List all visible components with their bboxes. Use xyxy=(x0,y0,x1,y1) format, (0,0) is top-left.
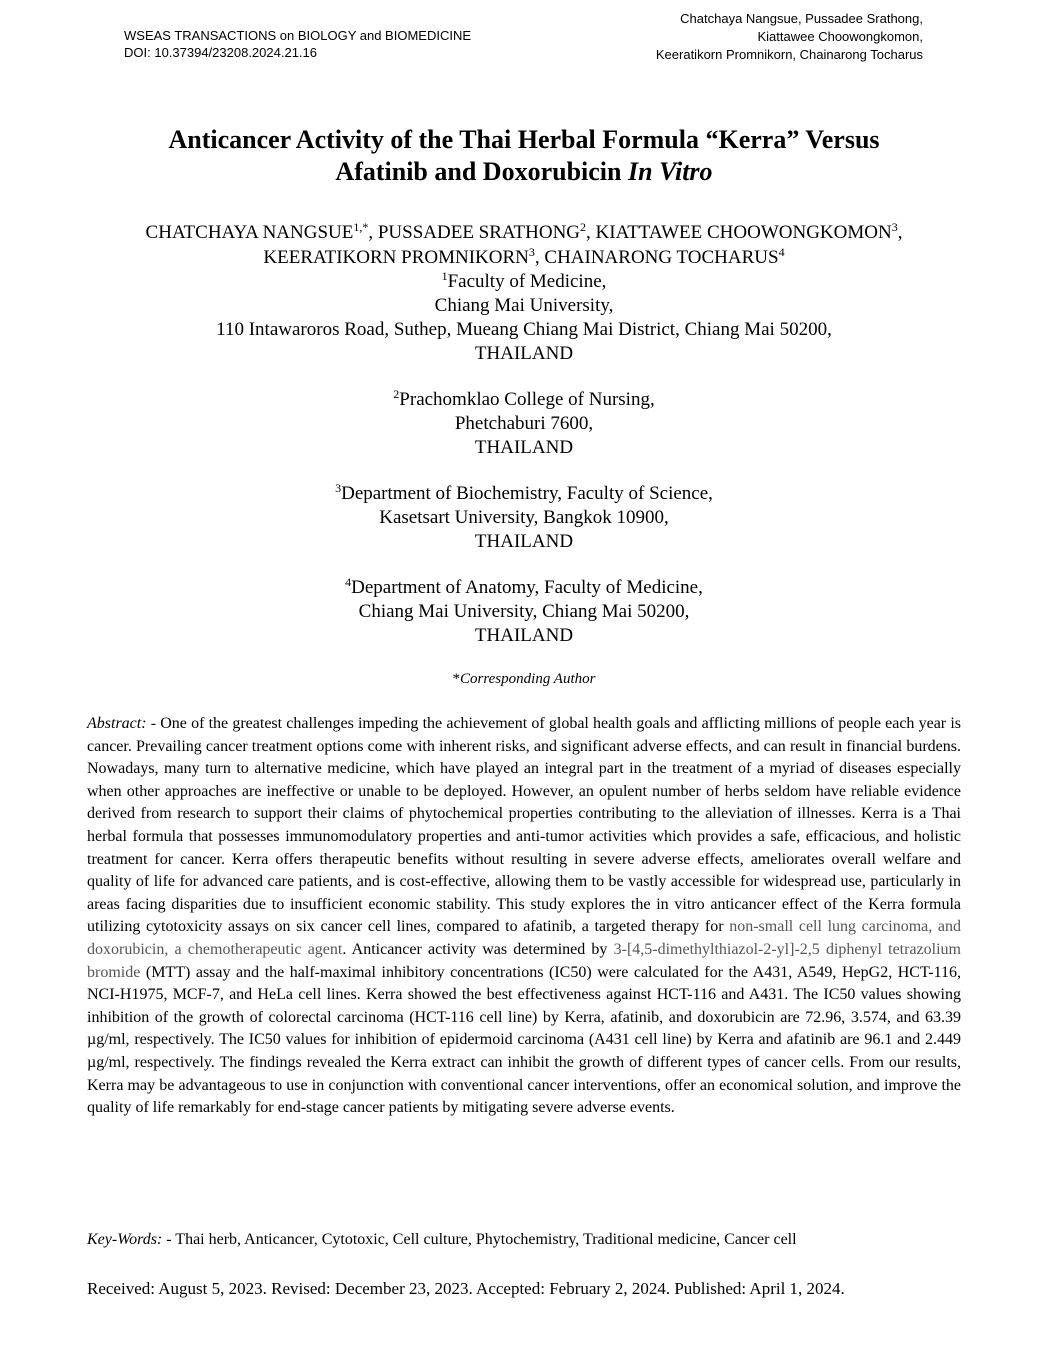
corresponding-label: Corresponding Author xyxy=(460,671,596,687)
title-line-2-text: Afatinib and Doxorubicin xyxy=(335,157,628,186)
journal-header xyxy=(124,27,471,61)
affiliation-text: Prachomklao College of Nursing, xyxy=(399,389,655,410)
doi: DOI: 10.37394/23208.2024.21.16 xyxy=(124,45,317,60)
title-line-2 xyxy=(0,156,1048,188)
affiliation-line: Phetchaburi 7600, xyxy=(454,413,594,434)
corresponding-star: * xyxy=(452,671,461,687)
running-authors-line: Chatchaya Nangsue, Pussadee Srathong, xyxy=(680,11,923,26)
keywords-label: Key-Words: xyxy=(87,1231,163,1248)
keywords-text: - Thai herb, Anticancer, Cytotoxic, Cell culture, Phytochemistry, Traditional medicine, Cancer cell xyxy=(162,1231,797,1248)
author-line-1 xyxy=(0,220,1048,245)
affiliation-text: Department of Anatomy, Faculty of Medicine, xyxy=(351,577,703,598)
affiliation-line: THAILAND xyxy=(474,531,574,552)
abstract-text: (MTT) assay and the half-maximal inhibitory concentrations (IC50) were calculated for the A431, A549, HepG2, HCT-116, NCI-H1975, MCF-7, and HeLa cell lines. Kerra showed the best effectiveness against HCT-116 and A431. The IC50 values showing inhibition of the growth of colorectal carcinoma (HCT-116 cell line) by Kerra, afatinib, and doxorubicin are 72.96, 3.574, and 63.39 µg/ml, respectively. The IC50 values for inhibition of epidermoid carcinoma (A431 cell line) by Kerra and afatinib are 96.1 and 2.449 µg/ml, respectively. The findings revealed the Kerra extract can inhibit the growth of different types of cancer cells. From our results, Kerra may be advantageous to use in conjunction with conventional cancer interventions, offer an economical solution, and improve the quality of life remarkably for end-stage cancer patients by mitigating severe adverse events. xyxy=(87,963,961,1117)
affiliation-line: THAILAND xyxy=(474,343,574,364)
affiliation-line: 110 Intawaroros Road, Suthep, Mueang Chiang Mai District, Chiang Mai 50200, xyxy=(216,319,832,340)
affiliation-4 xyxy=(0,576,1048,648)
keywords xyxy=(87,1229,797,1251)
affiliation-line: THAILAND xyxy=(474,625,574,646)
author-name: , PUSSADEE SRATHONG xyxy=(368,222,581,243)
abstract-text: . Anticancer activity was determined by xyxy=(342,940,614,958)
corresponding-author-note xyxy=(0,669,1048,689)
author-affiliation-mark: 3 xyxy=(891,220,898,234)
publication-dates: Received: August 5, 2023. Revised: December 23, 2023. Accepted: February 2, 2024. Published: April 1, 2024. xyxy=(87,1279,845,1298)
running-authors xyxy=(656,10,923,64)
affiliation-line: Chiang Mai University, Chiang Mai 50200, xyxy=(358,601,690,622)
affiliation-line: THAILAND xyxy=(474,437,574,458)
affiliation-line: Kasetsart University, Bangkok 10900, xyxy=(379,507,669,528)
affiliation-3 xyxy=(0,482,1048,554)
title-italic-text: In Vitro xyxy=(628,157,713,186)
affiliation-mark: 2 xyxy=(393,387,400,401)
author-affiliation-mark: 4 xyxy=(778,245,785,259)
abstract-text: - One of the greatest challenges impeding the achievement of global health goals and afflicting millions of people each year is cancer. Prevailing cancer treatment options come with inherent risks, and significant adverse effects, and can result in financial burdens. Nowadays, many turn to alternative medicine, which have played an integral part in the treatment of a myriad of diseases especially when other approaches are ineffective or unable to be deployed. However, an opulent number of herbs seldom have reliable evidence derived from research to support their claims of phytochemical properties contributing to the alleviation of illnesses. Kerra is a Thai herbal formula that possesses immunomodulatory properties and anti-tumor activities which provides a safe, efficacious, and holistic treatment for cancer. Kerra offers therapeutic benefits without resulting in severe adverse effects, ameliorates overall welfare and quality of life for advanced care patients, and is cost-effective, allowing them to be vastly accessible for widespread use, particularly in areas facing disparities due to insufficient economic stability. This study explores the in vitro anticancer effect of the Kerra formula utilizing cytotoxicity assays on six cancer cell lines, compared to afatinib, a targeted therapy for xyxy=(87,715,961,936)
affiliation-line xyxy=(0,482,1048,506)
journal-name: WSEAS TRANSACTIONS on BIOLOGY and BIOMEDICINE xyxy=(124,28,472,43)
affiliation-text: Department of Biochemistry, Faculty of Science, xyxy=(341,483,713,504)
author-affiliation-mark: 2 xyxy=(580,220,587,234)
abstract-text: 3-[4,5-dimethylthiazol-2-yl]-2,5 diphenyl tetrazolium bromide xyxy=(87,940,961,981)
affiliation-line xyxy=(0,388,1048,412)
author-line-2 xyxy=(0,245,1048,270)
affiliation-1 xyxy=(0,270,1048,366)
paper-title xyxy=(0,124,1048,188)
affiliation-line: Chiang Mai University, xyxy=(434,295,614,316)
affiliation-line xyxy=(0,270,1048,294)
author-name: CHATCHAYA NANGSUE xyxy=(145,222,354,243)
author-separator: , xyxy=(897,222,903,243)
affiliation-mark: 4 xyxy=(345,575,352,589)
abstract xyxy=(87,713,961,1120)
author-list xyxy=(0,220,1048,270)
abstract-label: Abstract: xyxy=(87,715,147,732)
affiliation-mark: 3 xyxy=(335,481,342,495)
affiliation-line xyxy=(0,576,1048,600)
title-line-1: Anticancer Activity of the Thai Herbal Formula “Kerra” Versus xyxy=(168,125,880,154)
author-name: KEERATIKORN PROMNIKORN xyxy=(263,247,529,268)
author-name: , CHAINARONG TOCHARUS xyxy=(534,247,779,268)
author-affiliation-mark: 1,* xyxy=(353,220,369,234)
running-authors-line: Kiattawee Choowongkomon, xyxy=(757,29,923,44)
abstract-text: non-small cell lung carcinoma, and doxorubicin, a chemotherapeutic agent xyxy=(87,918,962,958)
author-affiliation-mark: 3 xyxy=(528,245,535,259)
affiliation-mark: 1 xyxy=(441,269,448,283)
affiliation-text: Faculty of Medicine, xyxy=(447,271,607,292)
affiliation-2 xyxy=(0,388,1048,460)
running-authors-line: Keeratikorn Promnikorn, Chainarong Tocharus xyxy=(655,47,923,62)
author-name: , KIATTAWEE CHOOWONGKOMON xyxy=(586,222,892,243)
